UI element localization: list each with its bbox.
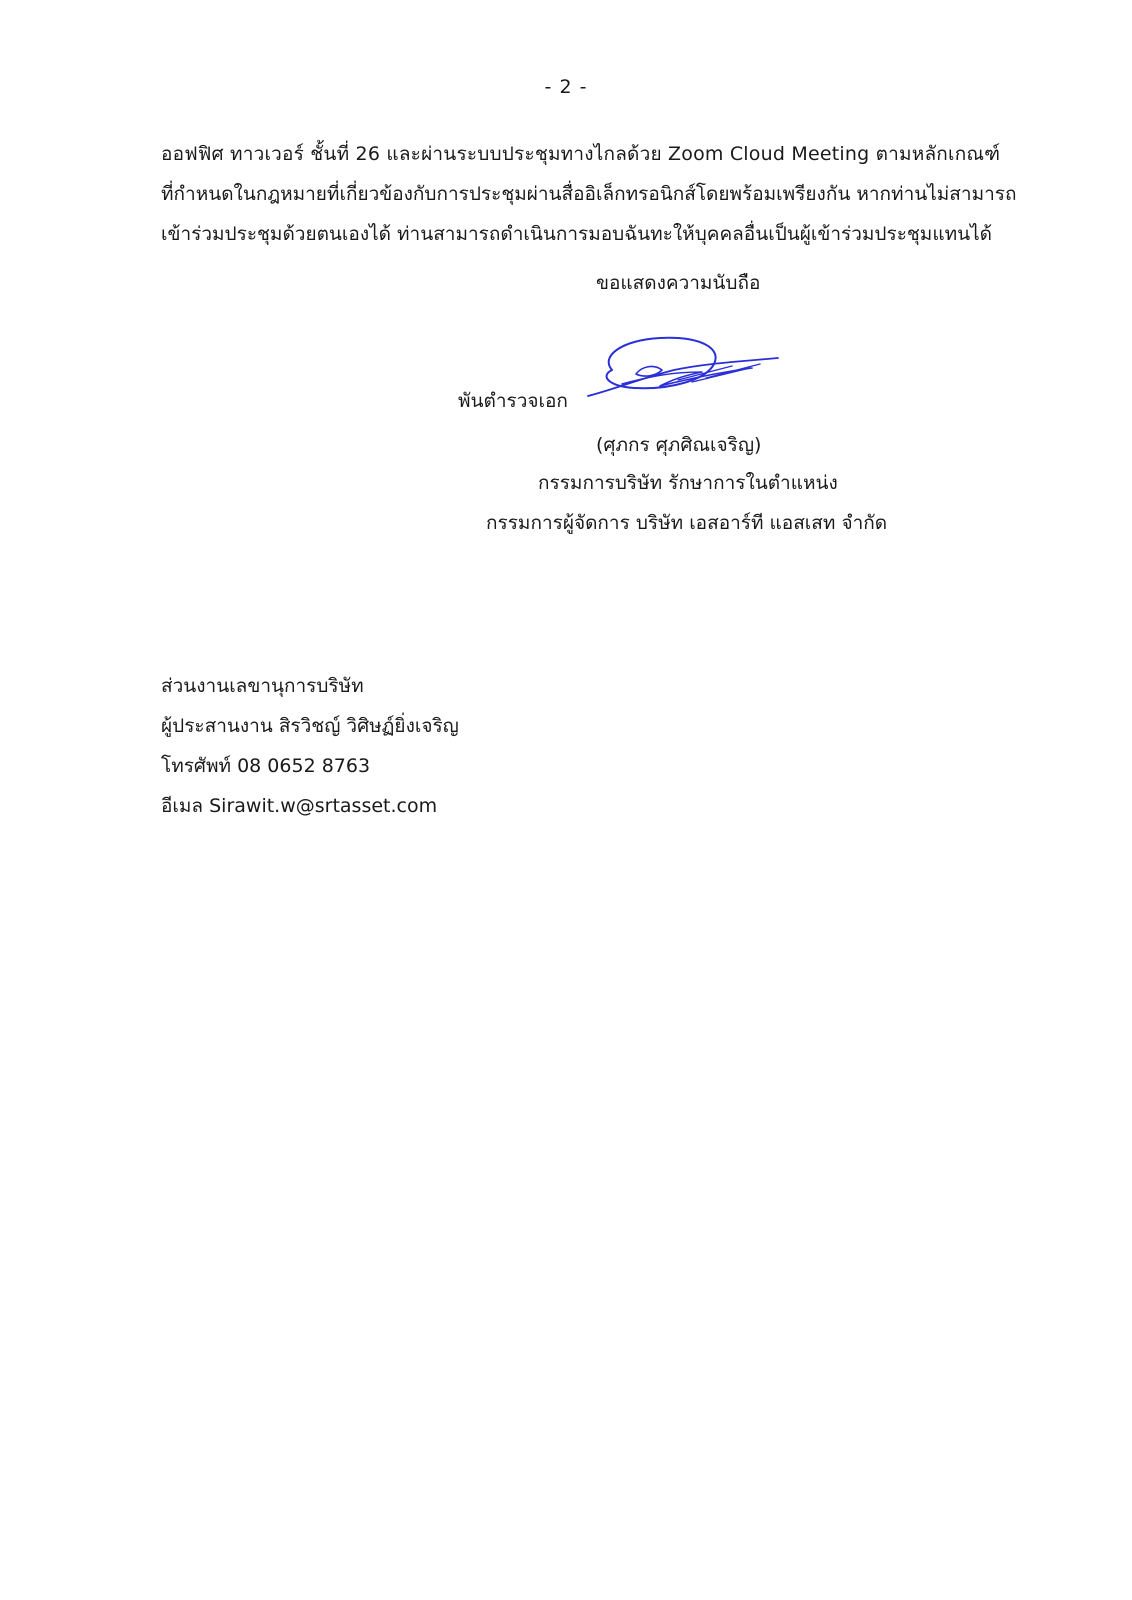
contact-phone: โทรศัพท์ 08 0652 8763 <box>161 755 371 777</box>
contact-email: อีเมล Sirawit.w@srtasset.com <box>161 795 438 817</box>
contact-department: ส่วนงานเลขานุการบริษัท <box>161 675 364 697</box>
body-line: เข้าร่วมประชุมด้วยตนเองได้ ท่านสามารถดำเนินการมอบฉันทะให้บุคคลอื่นเป็นผู้เข้าร่วมประชุมแทนได้ <box>161 223 992 245</box>
signer-position: กรรมการบริษัท รักษาการในตำแหน่ง <box>538 472 838 494</box>
body-line: ที่กำหนดในกฎหมายที่เกี่ยวข้องกับการประชุมผ่านสื่ออิเล็กทรอนิกส์โดยพร้อมเพรียงกัน หากท่านไม่สามารถ <box>161 183 1017 205</box>
signer-name: (ศุภกร ศุภศิณเจริญ) <box>596 434 762 456</box>
contact-block <box>161 666 459 826</box>
signer-rank: พันตำรวจเอก <box>458 390 568 412</box>
body-line: ออฟฟิศ ทาวเวอร์ ชั้นที่ 26 และผ่านระบบประชุมทางไกลด้วย Zoom Cloud Meeting ตามหลักเกณฑ์ <box>161 143 1001 165</box>
page-number: - 2 - <box>544 76 588 98</box>
handwritten-signature <box>582 332 798 412</box>
contact-coordinator: ผู้ประสานงาน สิรวิชญ์ วิศิษฏ์ยิ่งเจริญ <box>161 715 459 737</box>
signer-position-company: กรรมการผู้จัดการ บริษัท เอสอาร์ที แอสเสท จำกัด <box>486 512 888 534</box>
body-paragraph <box>161 134 1021 254</box>
closing-salutation: ขอแสดงความนับถือ <box>596 272 761 294</box>
